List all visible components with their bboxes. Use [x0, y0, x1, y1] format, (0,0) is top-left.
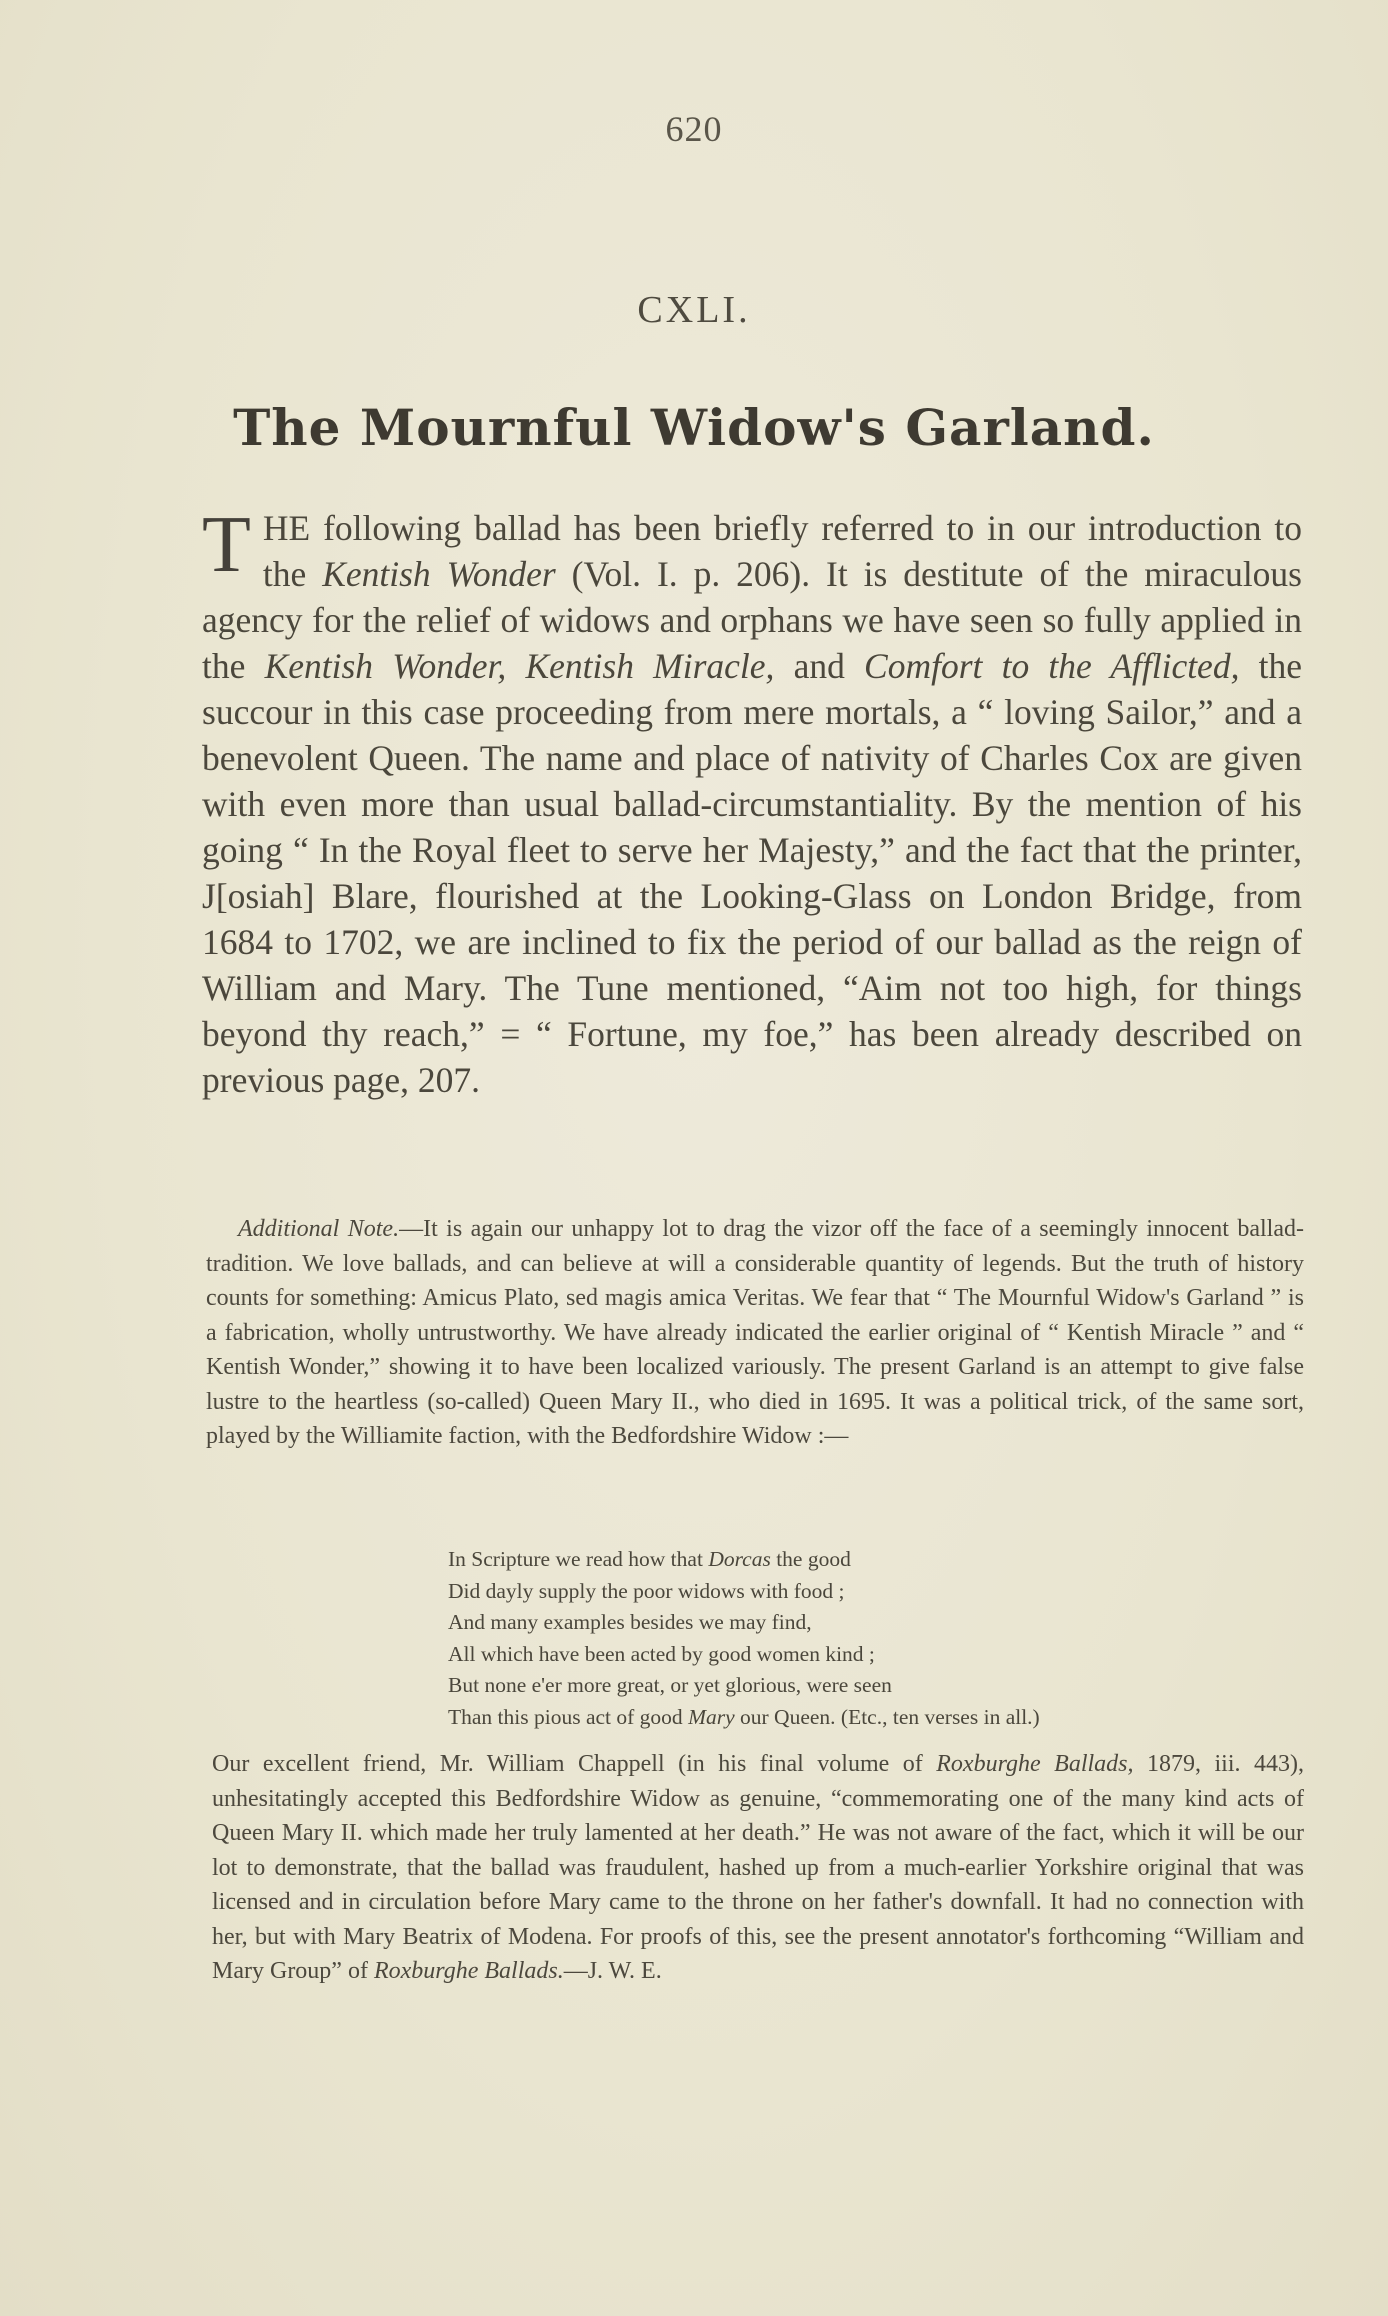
intro-text: (Vol. I. p. 206). It is destitute of the miraculous agency for the relief of widows and orphans we have seen so fully applied in the: [202, 554, 1302, 686]
note-label: Additional Note.: [238, 1216, 400, 1242]
ballad-title: The Mournful Widow's Garland.: [233, 398, 1155, 457]
closing-italic: Roxburghe Ballads,: [936, 1751, 1134, 1777]
intro-italic: Kentish Wonder: [322, 554, 556, 594]
intro-text: HE following ballad has been briefly referred to in our introduction to the: [262, 508, 1302, 594]
verse-line: And many examples besides we may find,: [448, 1610, 812, 1634]
ballad-number: CXLI.: [637, 289, 751, 331]
intro-italic: Comfort to the Afflicted,: [864, 646, 1240, 686]
intro-text: the succour in this case proceeding from mere mortals, a “ loving Sailor,” and a benevolent Queen. The name and place of nativity of Charles Cox are given with even more than usual ballad-circumstantiality. By the mention of his going “ In the Royal fleet to serve her Majesty,” and the fact that the printer, J[osiah] Blare, flourished at the Looking-Glass on London Bridge, from 1684 to 1702, we are inclined to fix the period of our ballad as the reign of William and Mary. The Tune mentioned, “Aim not too high, for things beyond thy reach,” = “ Fortune, my foe,” has been already described on previous page, 207.: [202, 646, 1303, 1100]
closing-note: [212, 1747, 1304, 1989]
page-number: 620: [665, 109, 723, 149]
drop-cap: T: [202, 501, 251, 589]
closing-text: Our excellent friend, Mr. William Chappell (in his final volume of: [212, 1751, 937, 1777]
verse-quote: [448, 1544, 1318, 1733]
verse-line: All which have been acted by good women kind ;: [448, 1641, 875, 1666]
verse-line: Did dayly supply the poor widows with food ;: [448, 1578, 845, 1603]
closing-signature: —J. W. E.: [563, 1958, 662, 1984]
verse-line: But none e'er more great, or yet glorious, were seen: [448, 1673, 892, 1697]
introduction-paragraph: [202, 501, 1303, 1103]
additional-note: [206, 1212, 1304, 1454]
closing-text: 1879, iii. 443), unhesitatingly accepted this Bedfordshire Widow as genuine, “commemorating one of the many kind acts of Queen Mary II. which made her truly lamented at her death.” He was not aware of the fact, which it will be our lot to demonstrate, that the ballad was fraudulent, hashed up from a much-earlier Yorkshire original that was licensed and in circulation before Mary came to the throne on her father's downfall. It had no connection with her, but with Mary Beatrix of Modena. For proofs of this, see the present annotator's forthcoming “William and Mary Group” of: [212, 1751, 1305, 1984]
intro-text: and: [774, 646, 865, 686]
note-text: —It is again our unhappy lot to drag the vizor off the face of a seemingly innocent ballad-tradition. We love ballads, and can believe at will a considerable quantity of legends. But the truth of history counts for something: Amicus Plato, sed magis amica Veritas. We fear that “ The Mournful Widow's Garland ” is a fabrication, wholly untrustworthy. We have already indicated the earlier original of “ Kentish Miracle ” and “ Kentish Wonder,” showing it to have been localized variously. The present Garland is an attempt to give false lustre to the heartless (so-called) Queen Mary II., who died in 1695. It was a political trick, of the same sort, played by the Williamite faction, with the Bedfordshire Widow :—: [206, 1216, 1304, 1449]
verse-line: In Scripture we read how that Dorcas the good: [448, 1547, 851, 1571]
verse-line: Than this pious act of good Mary our Queen. (Etc., ten verses in all.): [448, 1704, 1040, 1729]
intro-italic: Kentish Wonder, Kentish Miracle,: [264, 646, 775, 686]
closing-italic: Roxburghe Ballads.: [373, 1958, 564, 1984]
